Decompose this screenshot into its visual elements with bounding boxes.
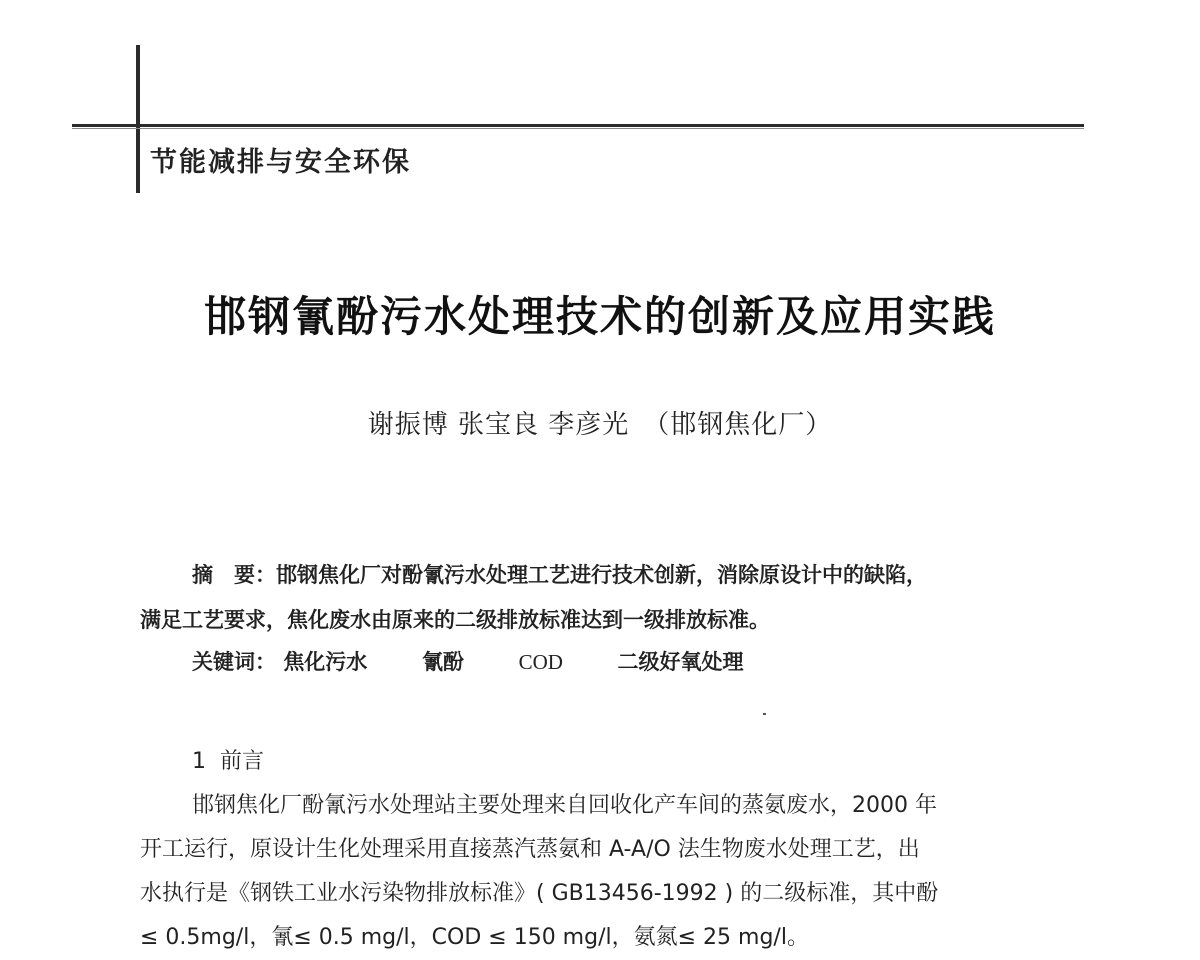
keyword-item: 焦化污水 — [283, 649, 368, 674]
abstract-line-1 — [140, 552, 1090, 597]
body-line: 开工运行，原设计生化处理采用直接蒸汽蒸氨和 A-A/O 法生物废水处理工艺，出 — [140, 837, 920, 862]
abstract-label: 摘 要： — [192, 562, 276, 587]
authors: 谢振博 张宝良 李彦光 — [367, 410, 630, 440]
section-title: 前言 — [220, 749, 265, 774]
abstract-line-2: 满足工艺要求，焦化废水由原来的二级排放标准达到一级排放标准。 — [140, 607, 770, 632]
header-horizontal-rule — [72, 124, 1084, 127]
header-horizontal-rule-thin — [72, 128, 1084, 129]
abstract-text-1: 邯钢焦化厂对酚氰污水处理工艺进行技术创新，消除原设计中的缺陷， — [276, 562, 927, 587]
print-speck — [763, 713, 766, 715]
section-body — [140, 784, 1090, 960]
section-heading — [192, 744, 264, 775]
keywords — [192, 646, 744, 676]
abstract — [140, 552, 1090, 642]
article-title: 邯钢氰酚污水处理技术的创新及应用实践 — [203, 292, 996, 341]
section-number: 1 — [192, 749, 206, 774]
body-line: ≤ 0.5mg/l，氰≤ 0.5 mg/l，COD ≤ 150 mg/l，氨氮≤ 25 mg/l。 — [140, 925, 809, 950]
body-line: 邯钢焦化厂酚氰污水处理站主要处理来自回收化产车间的蒸氨废水，2000 年 — [192, 793, 937, 818]
body-line: 水执行是《钢铁工业水污染物排放标准》( GB13456-1992 ) 的二级标准，其中酚 — [140, 881, 939, 906]
keywords-label: 关键词： — [192, 649, 276, 674]
section-header: 节能减排与安全环保 — [150, 147, 411, 178]
keyword-item: COD — [518, 650, 563, 674]
keyword-item: 二级好氧处理 — [617, 649, 744, 674]
keyword-item: 氰酚 — [421, 649, 464, 674]
author-line — [0, 404, 1200, 441]
header-vertical-rule — [136, 45, 140, 193]
affiliation: （邯钢焦化厂） — [643, 410, 833, 440]
